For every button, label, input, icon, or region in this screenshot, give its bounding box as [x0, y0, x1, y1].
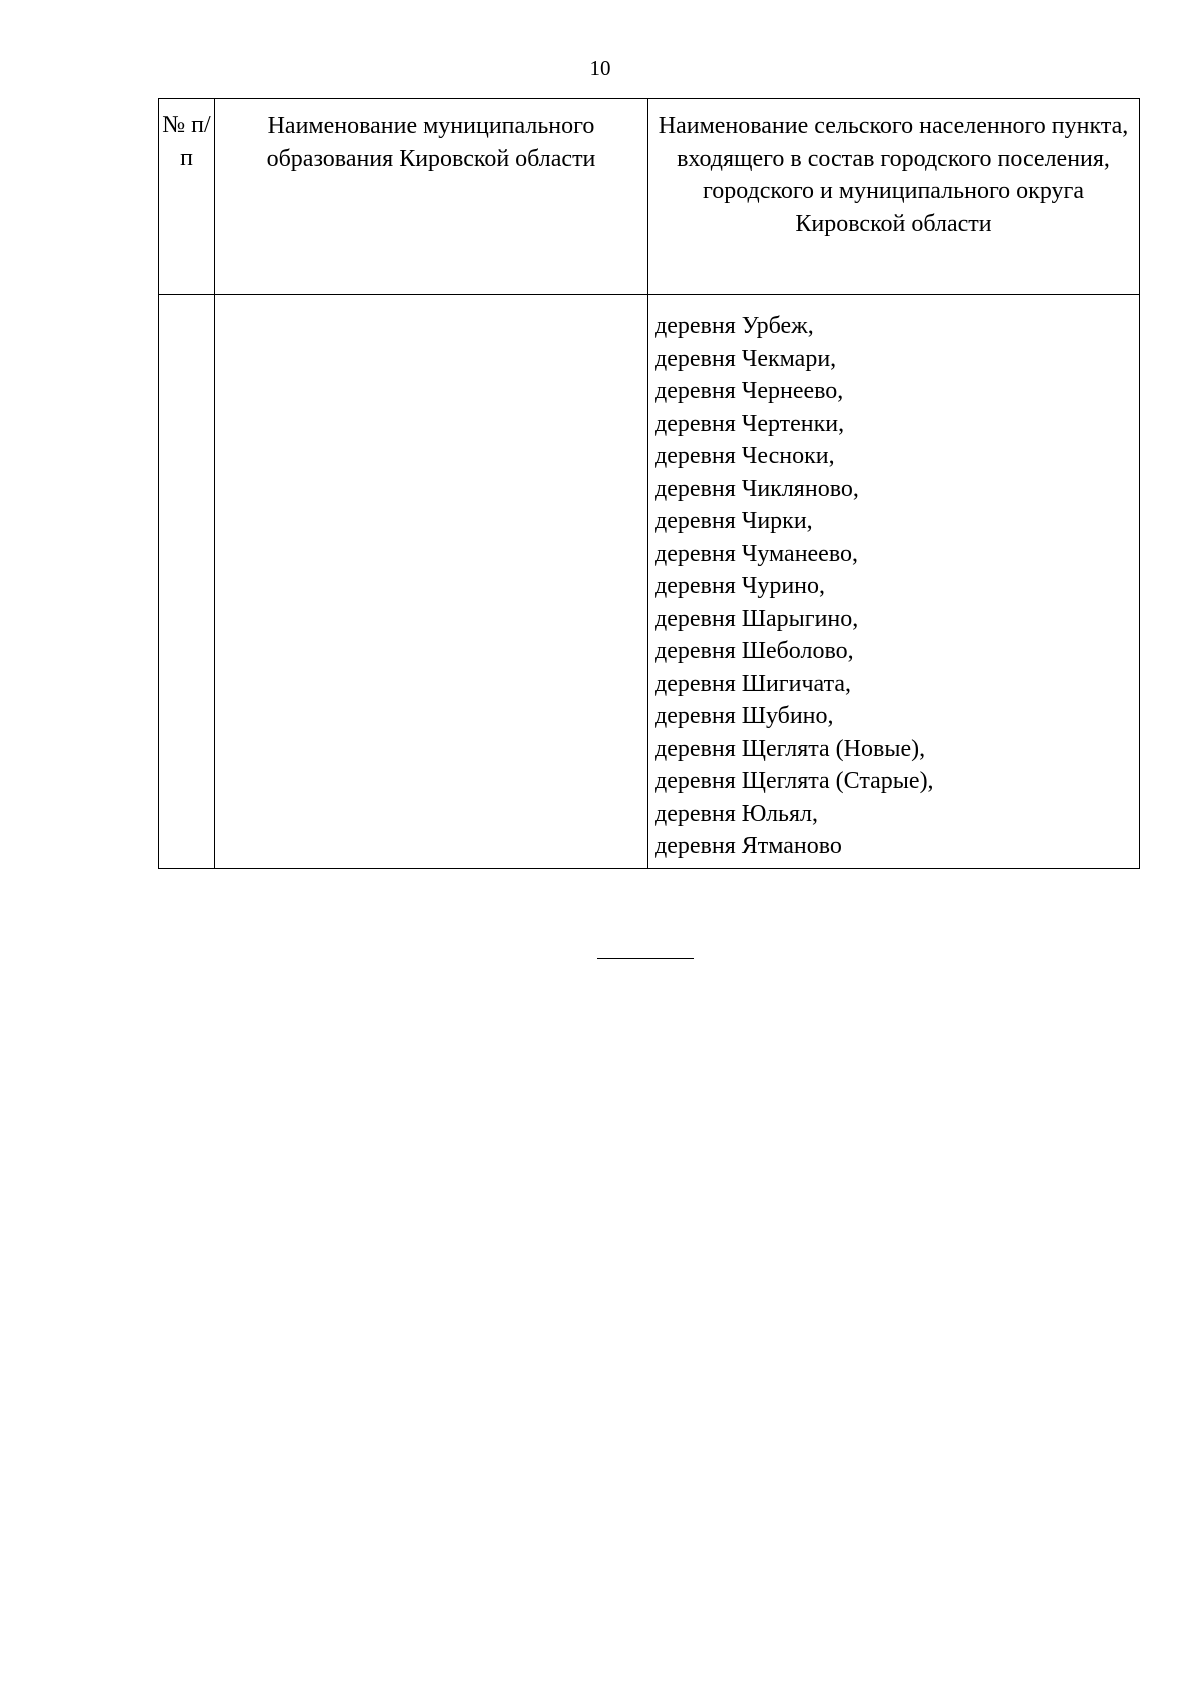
list-item: деревня Щеглята (Новые), [655, 735, 926, 762]
list-item: деревня Чесноки, [655, 443, 835, 469]
list-item: деревня Чуманеево, [655, 540, 859, 567]
list-item: деревня Юльял, [655, 800, 819, 827]
end-of-document-rule [597, 958, 694, 959]
list-item: деревня Шеболово, [655, 638, 854, 664]
list-item: деревня Чертенки, [655, 410, 845, 437]
list-item: деревня Шигичата, [655, 670, 852, 697]
header-settlement: Наименование сельского населенного пункта, входящего в состав городского поселения, городского и муниципального округа Кировской области [648, 99, 1140, 295]
page-number: 10 [589, 56, 611, 80]
list-item: деревня Чернеево, [655, 378, 844, 404]
settlement-list [648, 295, 1139, 863]
table-row [159, 295, 1140, 869]
table-header-row [159, 99, 1140, 295]
list-item: деревня Шубино, [655, 703, 834, 729]
cell-number [159, 295, 215, 869]
settlements-table [158, 98, 1140, 869]
list-item: деревня Чекмари, [655, 345, 837, 372]
cell-settlements [648, 295, 1140, 869]
list-item: деревня Шарыгино, [655, 605, 859, 632]
header-number: № п/п [159, 99, 215, 295]
list-item: деревня Урбеж, [655, 313, 814, 339]
list-item: деревня Чирки, [655, 508, 813, 534]
header-municipality: Наименование муниципального образования Кировской области [215, 99, 648, 295]
list-item: деревня Щеглята (Старые), [655, 768, 934, 794]
cell-municipality [215, 295, 648, 869]
list-item: деревня Чикляново, [655, 475, 859, 502]
list-item: деревня Ятманово [655, 833, 842, 859]
list-item: деревня Чурино, [655, 573, 826, 599]
